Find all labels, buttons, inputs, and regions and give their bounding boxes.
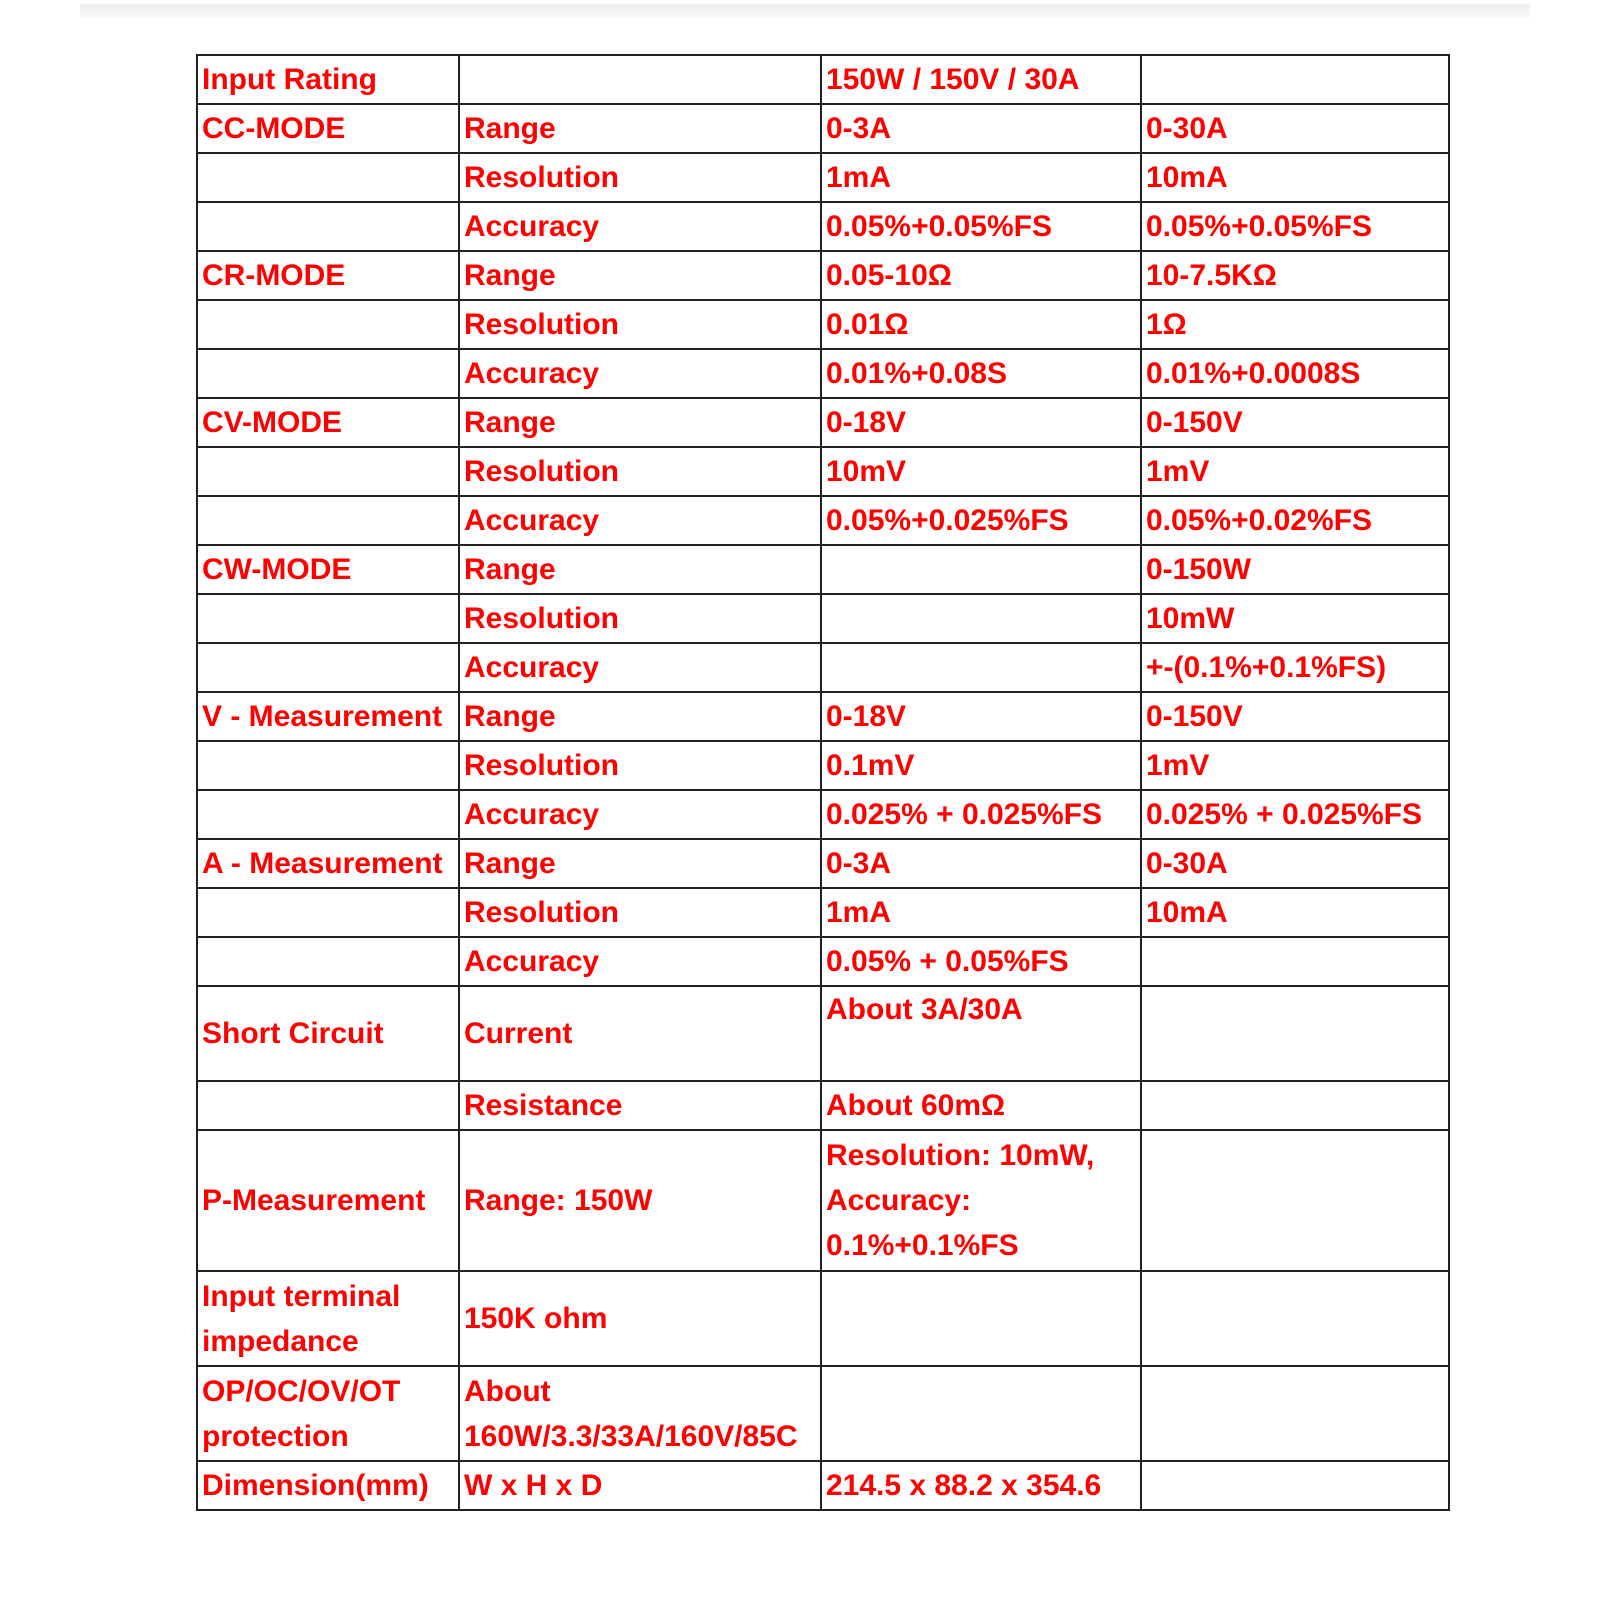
cell-low-range-value: 0-18V [821, 692, 1141, 741]
table-row [197, 349, 1449, 398]
cell-parameter: Resolution [459, 594, 821, 643]
cell-low-range-value: 1mA [821, 888, 1141, 937]
cell-low-range-value: 0-18V [821, 398, 1141, 447]
cell-parameter [459, 55, 821, 104]
table-row [197, 1461, 1449, 1510]
table-row [197, 496, 1449, 545]
cell-parameter: Range [459, 251, 821, 300]
cell-high-range-value [1141, 986, 1449, 1081]
cell-category [197, 643, 459, 692]
cell-high-range-value [1141, 55, 1449, 104]
cell-low-range-value: 0.01Ω [821, 300, 1141, 349]
cell-parameter: Range [459, 104, 821, 153]
cell-high-range-value: 1mV [1141, 447, 1449, 496]
cell-high-range-value: 10-7.5KΩ [1141, 251, 1449, 300]
cell-low-range-value: 0.05-10Ω [821, 251, 1141, 300]
cell-parameter: Current [459, 986, 821, 1081]
cell-parameter: Range: 150W [459, 1130, 821, 1271]
table-row [197, 1366, 1449, 1461]
cell-parameter: Range [459, 839, 821, 888]
cell-parameter: W x H x D [459, 1461, 821, 1510]
cell-parameter: About 160W/3.3/33A/160V/85C [459, 1366, 821, 1461]
cell-high-range-value: 0.05%+0.05%FS [1141, 202, 1449, 251]
cell-high-range-value: 0.025% + 0.025%FS [1141, 790, 1449, 839]
cell-category: Dimension(mm) [197, 1461, 459, 1510]
cell-high-range-value: 0-150V [1141, 692, 1449, 741]
cell-low-range-value [821, 1366, 1141, 1461]
cell-category: CV-MODE [197, 398, 459, 447]
spec-table-body [197, 55, 1449, 1510]
cell-parameter: Resolution [459, 300, 821, 349]
cell-parameter: Accuracy [459, 202, 821, 251]
cell-low-range-value [821, 643, 1141, 692]
table-row [197, 594, 1449, 643]
cell-category [197, 300, 459, 349]
cell-parameter: Accuracy [459, 790, 821, 839]
cell-high-range-value: 10mA [1141, 153, 1449, 202]
cell-parameter: Range [459, 692, 821, 741]
cell-category: CC-MODE [197, 104, 459, 153]
cell-category [197, 888, 459, 937]
cell-low-range-value: 0-3A [821, 839, 1141, 888]
cell-parameter: Range [459, 398, 821, 447]
cell-category: Input Rating [197, 55, 459, 104]
cell-category: Input terminal impedance [197, 1271, 459, 1366]
cell-low-range-value: About 3A/30A [821, 986, 1141, 1081]
table-row [197, 692, 1449, 741]
cell-parameter: Accuracy [459, 349, 821, 398]
cell-high-range-value: 0-150W [1141, 545, 1449, 594]
table-row [197, 251, 1449, 300]
cell-category [197, 790, 459, 839]
cell-low-range-value [821, 594, 1141, 643]
table-row [197, 153, 1449, 202]
top-divider-strip [80, 4, 1530, 18]
cell-low-range-value: 0.025% + 0.025%FS [821, 790, 1141, 839]
cell-category [197, 153, 459, 202]
cell-low-range-value: 1mA [821, 153, 1141, 202]
cell-low-range-value: 0.05% + 0.05%FS [821, 937, 1141, 986]
cell-category: V - Measurement [197, 692, 459, 741]
cell-low-range-value: 0.1mV [821, 741, 1141, 790]
cell-low-range-value: 0.01%+0.08S [821, 349, 1141, 398]
cell-high-range-value: 0-30A [1141, 839, 1449, 888]
table-row [197, 300, 1449, 349]
table-row [197, 398, 1449, 447]
cell-high-range-value: 0-150V [1141, 398, 1449, 447]
cell-high-range-value [1141, 1130, 1449, 1271]
cell-category: CR-MODE [197, 251, 459, 300]
cell-category [197, 1081, 459, 1130]
table-row [197, 55, 1449, 104]
cell-high-range-value: 0.05%+0.02%FS [1141, 496, 1449, 545]
cell-low-range-value [821, 545, 1141, 594]
cell-category: A - Measurement [197, 839, 459, 888]
table-row [197, 643, 1449, 692]
cell-category: CW-MODE [197, 545, 459, 594]
spec-table [196, 54, 1450, 1511]
cell-high-range-value: 0.01%+0.0008S [1141, 349, 1449, 398]
cell-parameter: Range [459, 545, 821, 594]
table-row [197, 1271, 1449, 1366]
table-row [197, 888, 1449, 937]
table-row [197, 986, 1449, 1081]
cell-low-range-value: 0.05%+0.05%FS [821, 202, 1141, 251]
cell-high-range-value: 0-30A [1141, 104, 1449, 153]
cell-category [197, 594, 459, 643]
cell-parameter: Accuracy [459, 496, 821, 545]
cell-low-range-value: Resolution: 10mW, Accuracy: 0.1%+0.1%FS [821, 1130, 1141, 1271]
table-row [197, 447, 1449, 496]
cell-category: P-Measurement [197, 1130, 459, 1271]
cell-category [197, 202, 459, 251]
cell-high-range-value: 1mV [1141, 741, 1449, 790]
table-row [197, 790, 1449, 839]
cell-parameter: Resolution [459, 888, 821, 937]
cell-low-range-value: 0.05%+0.025%FS [821, 496, 1141, 545]
table-row [197, 202, 1449, 251]
cell-parameter: Accuracy [459, 937, 821, 986]
table-row [197, 839, 1449, 888]
cell-high-range-value: 10mA [1141, 888, 1449, 937]
cell-low-range-value: About 60mΩ [821, 1081, 1141, 1130]
cell-high-range-value [1141, 1366, 1449, 1461]
table-row [197, 741, 1449, 790]
cell-parameter: Accuracy [459, 643, 821, 692]
table-row [197, 1130, 1449, 1271]
cell-high-range-value [1141, 937, 1449, 986]
table-row [197, 545, 1449, 594]
cell-category [197, 496, 459, 545]
cell-category [197, 447, 459, 496]
cell-low-range-value: 10mV [821, 447, 1141, 496]
cell-high-range-value [1141, 1271, 1449, 1366]
cell-low-range-value: 0-3A [821, 104, 1141, 153]
cell-parameter: Resolution [459, 741, 821, 790]
cell-low-range-value: 150W / 150V / 30A [821, 55, 1141, 104]
cell-low-range-value [821, 1271, 1141, 1366]
cell-high-range-value: 1Ω [1141, 300, 1449, 349]
cell-high-range-value [1141, 1461, 1449, 1510]
table-row [197, 1081, 1449, 1130]
cell-high-range-value: +-(0.1%+0.1%FS) [1141, 643, 1449, 692]
cell-parameter: Resolution [459, 153, 821, 202]
table-row [197, 104, 1449, 153]
table-row [197, 937, 1449, 986]
cell-category [197, 349, 459, 398]
cell-category: OP/OC/OV/OT protection [197, 1366, 459, 1461]
cell-parameter: 150K ohm [459, 1271, 821, 1366]
cell-parameter: Resistance [459, 1081, 821, 1130]
cell-high-range-value [1141, 1081, 1449, 1130]
cell-high-range-value: 10mW [1141, 594, 1449, 643]
cell-low-range-value: 214.5 x 88.2 x 354.6 [821, 1461, 1141, 1510]
cell-category [197, 937, 459, 986]
cell-category: Short Circuit [197, 986, 459, 1081]
cell-parameter: Resolution [459, 447, 821, 496]
cell-category [197, 741, 459, 790]
